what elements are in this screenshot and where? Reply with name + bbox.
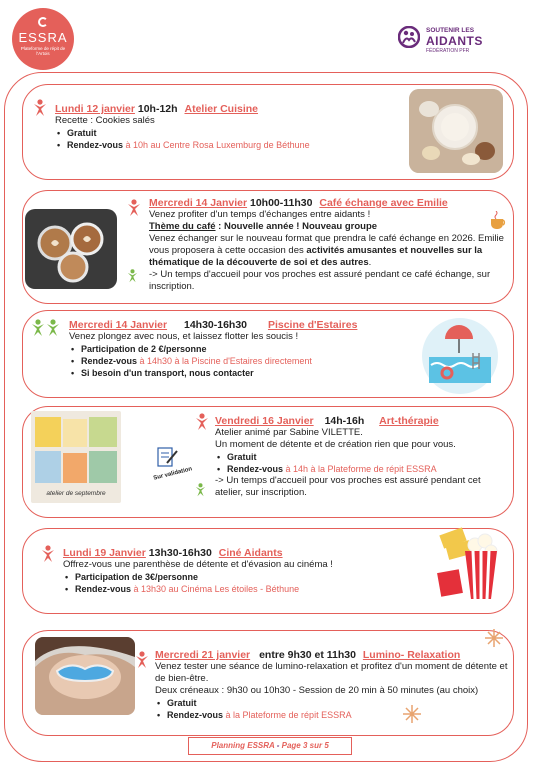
essra-logo-name: ESSRA: [18, 30, 68, 45]
footer-planning: Planning ESSRA: [211, 741, 275, 750]
event-time: 13h30-16h30: [148, 547, 212, 559]
pool-illustration: [421, 317, 499, 395]
event-bullet: • Gratuit: [55, 127, 395, 139]
footer-page-number: Page 3 sur 5: [281, 741, 329, 750]
event-title: Café échange avec Emilie: [319, 197, 448, 209]
aidants-logo-line2: AIDANTS: [426, 34, 483, 48]
soutenir-les-aidants-logo: [398, 24, 508, 54]
event-card-cafe-echange: [22, 190, 514, 304]
aidants-logo-line1: SOUTENIR LES: [426, 27, 475, 34]
event-heading: [55, 103, 395, 115]
event-card-piscine: [22, 310, 514, 398]
event-time: 10h00-11h30: [249, 197, 313, 209]
event-date: Lundi 19 Janvier: [63, 547, 146, 559]
event-date: Vendredi 16 Janvier: [215, 415, 314, 427]
event-title: Ciné Aidants: [218, 547, 283, 559]
popcorn-tickets-illustration: [435, 521, 501, 609]
event-description: Venez tester une séance de lumino-relaxation et profitez d'un moment de détente et de bien-être.: [155, 661, 508, 684]
two-persons-icon: [31, 319, 61, 339]
essra-swirl-icon: [38, 17, 48, 27]
coffee-cup-icon: [489, 211, 509, 229]
event-card-art-therapie: [22, 406, 514, 518]
event-description: Deux créneaux : 9h30 ou 10h30 - Session de 20 min à 50 minutes (au choix): [155, 685, 479, 696]
event-note: -> Un temps d'accueil pour vos proches est assuré pendant cet atelier, sur inscription.: [215, 475, 481, 498]
event-intro: Venez profiter d'un temps d'échanges entre aidants !: [149, 209, 371, 220]
event-body: Venez échanger sur le nouveau format que prendra le café échange en 2026. Emilie vous proposera à cette occasion des activités amusantes et nouvelles sur la thématique de la découverte de soi et des autres.: [149, 233, 504, 268]
coffee-cups-photo: [25, 209, 117, 289]
event-time: 14h30-16h30: [183, 319, 248, 331]
event-description: Atelier animé par Sabine VILETTE.: [215, 427, 363, 438]
event-time: 10h-12h: [137, 103, 178, 115]
event-time: entre 9h30 et 11h30: [259, 649, 356, 661]
event-bullet: • Gratuit: [155, 697, 511, 709]
event-heading: [63, 547, 423, 559]
essra-logo-tagline: Plateforme de répit de l'Artois: [20, 46, 66, 56]
essra-logo: [12, 8, 74, 70]
event-theme: Thème du café : Nouvelle année ! Nouveau groupe: [149, 221, 378, 232]
event-card-cine-aidants: [22, 528, 514, 614]
sparkle-icon: [485, 629, 503, 647]
event-bullet: • Rendez-vous à la Plateforme de répit ESSRA: [155, 709, 511, 721]
event-description: Recette : Cookies salés: [55, 115, 155, 126]
event-description: Offrez-vous une parenthèse de détente et d'évasion au cinéma !: [63, 559, 333, 570]
event-title: Piscine d'Estaires: [267, 319, 358, 331]
event-title: Atelier Cuisine: [184, 103, 259, 115]
event-bullet: • Si besoin d'un transport, nous contacter: [69, 367, 409, 379]
event-bullet: • Participation de 2 €/personne: [69, 343, 409, 355]
event-title: Lumino- Relaxation: [362, 649, 461, 661]
event-description: Venez plongez avec nous, et laissez flotter les soucis !: [69, 331, 299, 342]
event-bullet: • Participation de 3€/personne: [63, 571, 423, 583]
event-heading: [69, 319, 409, 331]
event-note: -> Un temps d'accueil pour vos proches est assuré pendant ce café échange, sur inscription.: [149, 269, 491, 292]
event-description: Un moment de détente et de création rien que pour vous.: [215, 439, 456, 450]
page-footer: [188, 737, 352, 755]
event-title: Art-thérapie: [379, 415, 439, 427]
event-date: Mercredi 14 Janvier: [149, 197, 248, 209]
lumino-glasses-photo: [35, 637, 135, 715]
validation-stamp: Sur validation: [152, 466, 193, 482]
event-bullet: • Rendez-vous à 10h au Centre Rosa Luxemburg de Béthune: [55, 139, 395, 151]
cooking-photo: [409, 89, 503, 173]
validation-document-icon: [155, 447, 179, 469]
person-icon: [127, 199, 141, 217]
person-icon: [135, 651, 149, 669]
event-date: Mercredi 21 janvier: [155, 649, 251, 661]
person-icon: [41, 545, 55, 563]
event-card-lumino-relaxation: [22, 630, 514, 736]
event-bullet: • Rendez-vous à 13h30 au Cinéma Les étoiles - Béthune: [63, 583, 423, 595]
footer-separator: -: [276, 741, 282, 750]
event-bullet: • Rendez-vous à 14h30 à la Piscine d'Estaires directement: [69, 355, 409, 367]
person-green-icon: [127, 269, 138, 283]
art-workshop-photo: [31, 411, 121, 503]
event-date: Mercredi 14 Janvier: [69, 319, 168, 331]
person-green-icon: [195, 483, 206, 497]
event-heading: [215, 415, 511, 427]
event-date: Lundi 12 janvier: [55, 103, 135, 115]
event-heading: [155, 649, 511, 661]
person-icon: [33, 99, 47, 117]
sparkle-icon: [403, 705, 421, 723]
event-heading: [149, 197, 511, 209]
photo-caption: atelier de septembre: [46, 490, 106, 497]
aidants-logo-icon: [398, 26, 420, 48]
aidants-logo-line3: FÉDÉRATION PFR: [426, 48, 470, 54]
event-bullet: • Rendez-vous à 14h à la Plateforme de répit ESSRA: [215, 463, 511, 475]
event-bullet: • Gratuit: [215, 451, 511, 463]
event-card-atelier-cuisine: [22, 84, 514, 180]
event-time: 14h-16h: [324, 415, 365, 427]
person-icon: [195, 413, 209, 431]
